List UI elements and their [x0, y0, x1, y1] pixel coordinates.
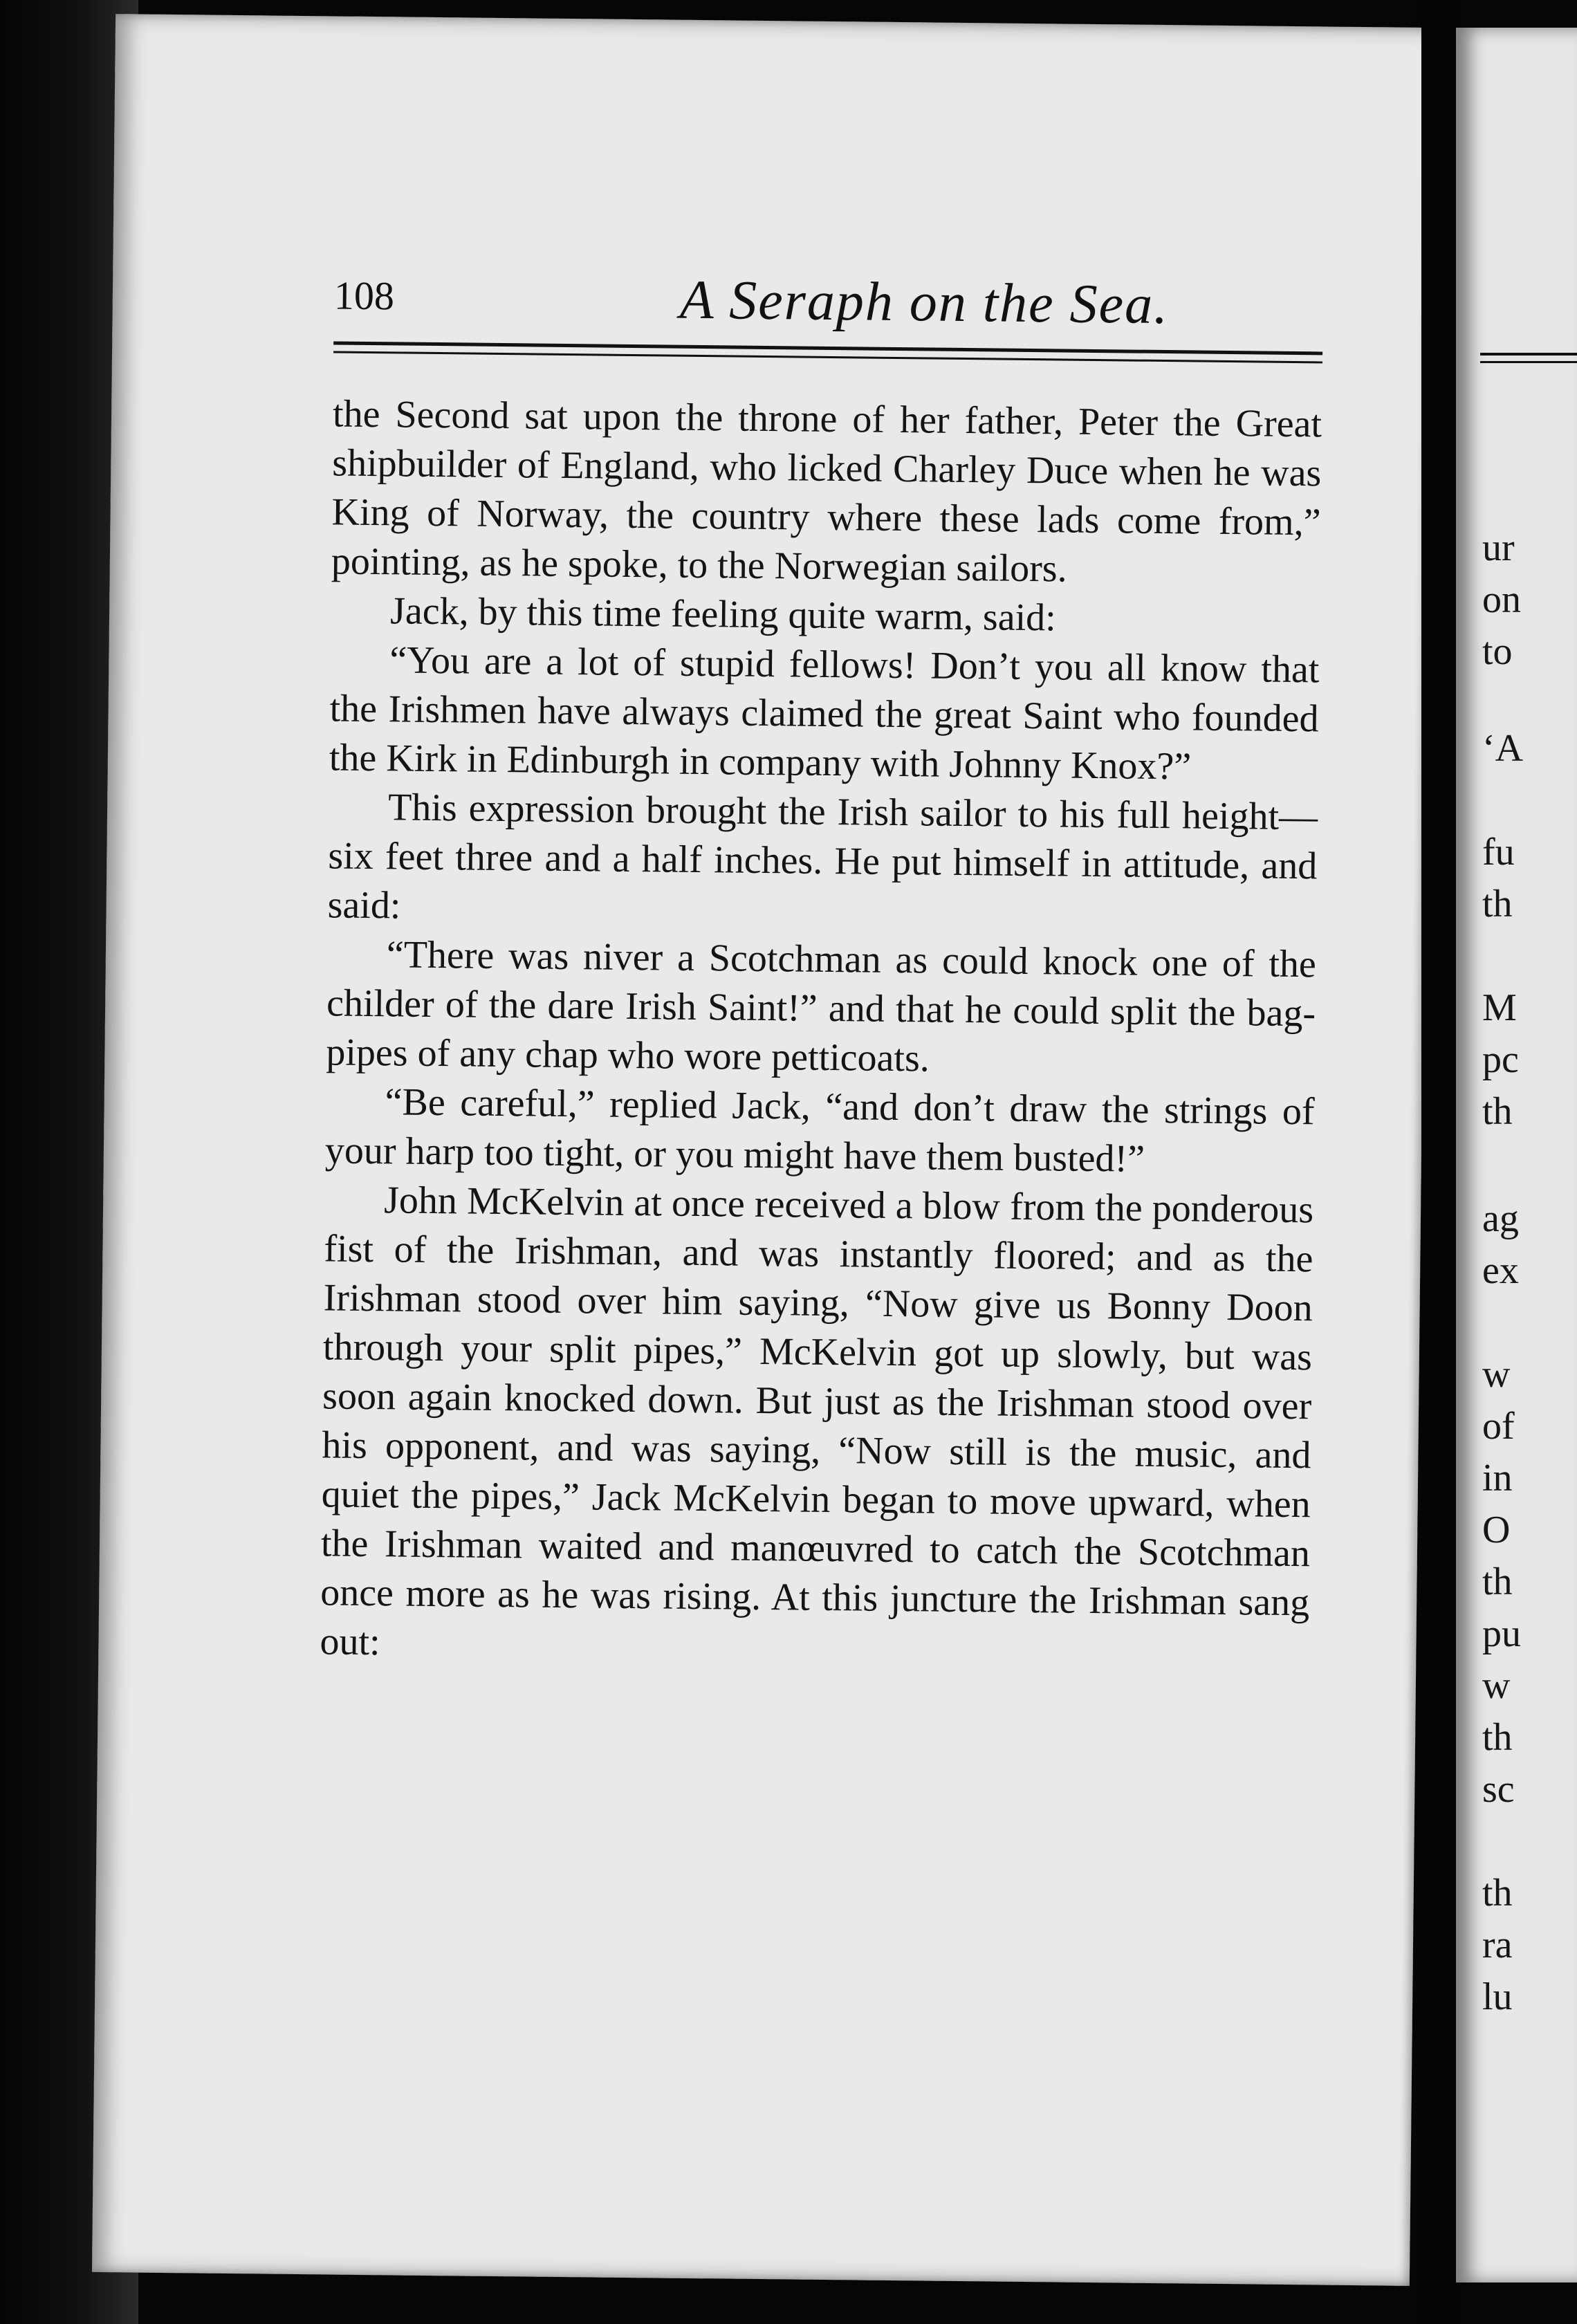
paragraph: “There was niver a Scotchman as could knock one of the childer of the dare Irish Saint!” and that he could split the bag-pipes of any chap who wore petticoats.: [326, 933, 1317, 1080]
text-fragment: th: [1482, 883, 1513, 925]
text-fragment: pu: [1482, 1612, 1521, 1655]
page-gutter: [1421, 0, 1456, 2324]
running-title: A Seraph on the Sea.: [679, 269, 1170, 336]
text-fragment: th: [1482, 1716, 1513, 1759]
text-fragment: pc: [1482, 1038, 1519, 1081]
text-fragment: ex: [1482, 1249, 1519, 1292]
text-fragment: of: [1482, 1405, 1515, 1448]
text-fragment: O: [1482, 1509, 1511, 1551]
text-fragment: th: [1482, 1090, 1513, 1133]
text-fragment: lu: [1482, 1975, 1513, 2018]
text-fragment: in: [1482, 1457, 1513, 1500]
paragraph: Jack, by this time feeling quite warm, said:: [389, 589, 1057, 640]
page-number: 108: [333, 273, 395, 319]
facing-page: [1456, 28, 1577, 2282]
text-fragment: ag: [1482, 1197, 1519, 1240]
body-text: [317, 389, 1322, 1949]
text-fragment: ‘A: [1482, 727, 1524, 770]
text-fragment: M: [1482, 986, 1517, 1029]
page-header: [333, 265, 1441, 353]
text-fragment: fu: [1482, 831, 1515, 874]
paragraph: This expression brought the Irish sailor to his full height—six feet three and a half inches. He put himself in attitude, and said:: [327, 786, 1318, 928]
text-fragment: th: [1482, 1560, 1513, 1603]
text-fragment: w: [1482, 1664, 1511, 1707]
text-fragment: ur: [1482, 526, 1515, 569]
facing-header-rule-thin: [1480, 361, 1577, 363]
book-page: [92, 14, 1433, 2286]
facing-header-rule-thick: [1480, 353, 1577, 356]
text-fragment: w: [1482, 1353, 1511, 1396]
text-fragment: to: [1482, 630, 1513, 673]
text-fragment: sc: [1482, 1768, 1515, 1811]
paragraph: the Second sat upon the throne of her father, Peter the Great shipbuilder of England, who licked Charley Duce when he was King of Norway, the country where these lads come from,” pointing, as he spoke, to the Norwegian sailors.: [331, 392, 1322, 591]
paragraph: “Be careful,” replied Jack, “and don’t draw the strings of your harp too tight, or you might have them busted!”: [324, 1080, 1315, 1181]
text-fragment: ra: [1482, 1924, 1513, 1966]
paragraph: John McKelvin at once received a blow from the ponderous fist of the Irishman, and was instantly floored; and as the Irishman stood over him saying, “Now give us Bonny Doon through your split pipes,” McKelvin got up slowly, but was soon again knocked down. But just as the Irishman stood over his opponent, and was saying, “Now still is the music, and quiet the pipes,” Jack McKelvin began to move upward, when the Irishman waited and manœuvred to catch the Scotchman once more as he was rising. At this juncture the Irishman sang out:: [320, 1179, 1314, 1664]
text-fragment: on: [1482, 578, 1521, 621]
text-fragment: th: [1482, 1872, 1513, 1915]
paragraph: “You are a lot of stupid fellows! Don’t you all know that the Irishmen have always claimed the great Saint who founded the Kirk in Edinburgh in company with Johnny Knox?”: [329, 638, 1320, 788]
